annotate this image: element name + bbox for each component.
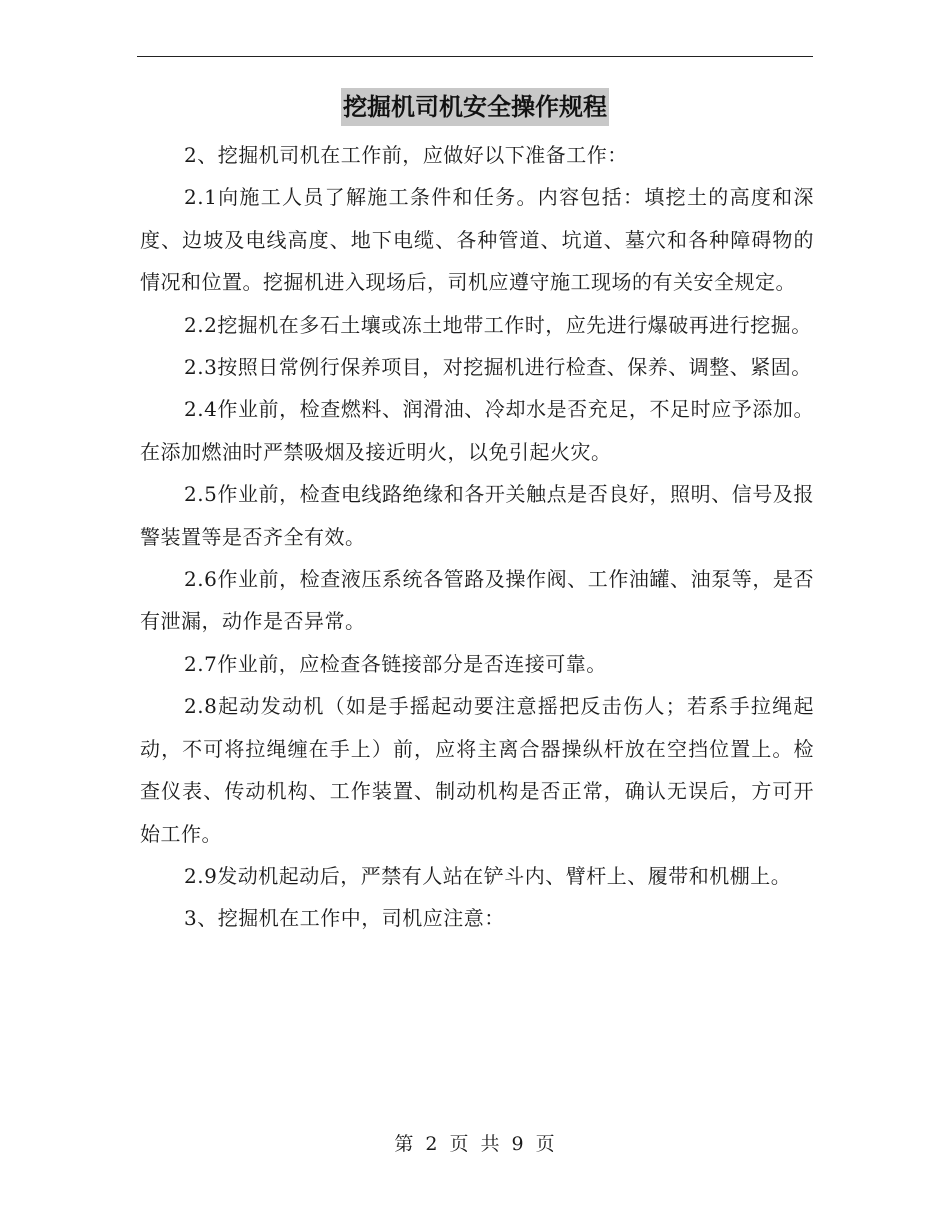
paragraph-2-1: 2.1向施工人员了解施工条件和任务。内容包括：填挖土的高度和深度、边坡及电线高度、地下电缆、各种管道、坑道、墓穴和各种障碍物的情况和位置。挖掘机进入现场后，司机应遵守施工现场的有关安全规定。 (140, 185, 814, 295)
paragraph-2-4: 2.4作业前，检查燃料、润滑油、冷却水是否充足，不足时应予添加。在添加燃油时严禁吸烟及接近明火，以免引起火灾。 (140, 397, 814, 464)
document-body (140, 134, 814, 940)
page-number-footer: 第 2 页 共 9 页 (394, 1133, 556, 1155)
paragraph-section-2: 2、挖掘机司机在工作前，应做好以下准备工作： (184, 143, 628, 167)
title-container (0, 88, 950, 126)
paragraph-2-7: 2.7作业前，应检查各链接部分是否连接可靠。 (184, 651, 607, 676)
paragraph-2-8: 2.8起动发动机（如是手摇起动要注意摇把反击伤人；若系手拉绳起动，不可将拉绳缠在手上）前，应将主离合器操纵杆放在空挡位置上。检查仪表、传动机构、工作装置、制动机构是否正常，确认无误后，方可开始工作。 (140, 694, 814, 846)
paragraph-2-9: 2.9发动机起动后，严禁有人站在铲斗内、臂杆上、履带和机棚上。 (184, 863, 792, 888)
paragraph-2-6: 2.6作业前，检查液压系统各管路及操作阀、工作油罐、油泵等，是否有泄漏，动作是否异常。 (140, 567, 814, 634)
header-rule (137, 56, 813, 57)
paragraph-section-3: 3、挖掘机在工作中，司机应注意： (184, 906, 505, 931)
document-title: 挖掘机司机安全操作规程 (341, 88, 609, 126)
paragraph-2-3: 2.3按照日常例行保养项目，对挖掘机进行检查、保养、调整、紧固。 (184, 355, 812, 380)
paragraph-2-2: 2.2挖掘机在多石土壤或冻土地带工作时，应先进行爆破再进行挖掘。 (184, 312, 812, 337)
paragraph-2-5: 2.5作业前，检查电线路绝缘和各开关触点是否良好，照明、信号及报警装置等是否齐全有效。 (140, 482, 814, 549)
